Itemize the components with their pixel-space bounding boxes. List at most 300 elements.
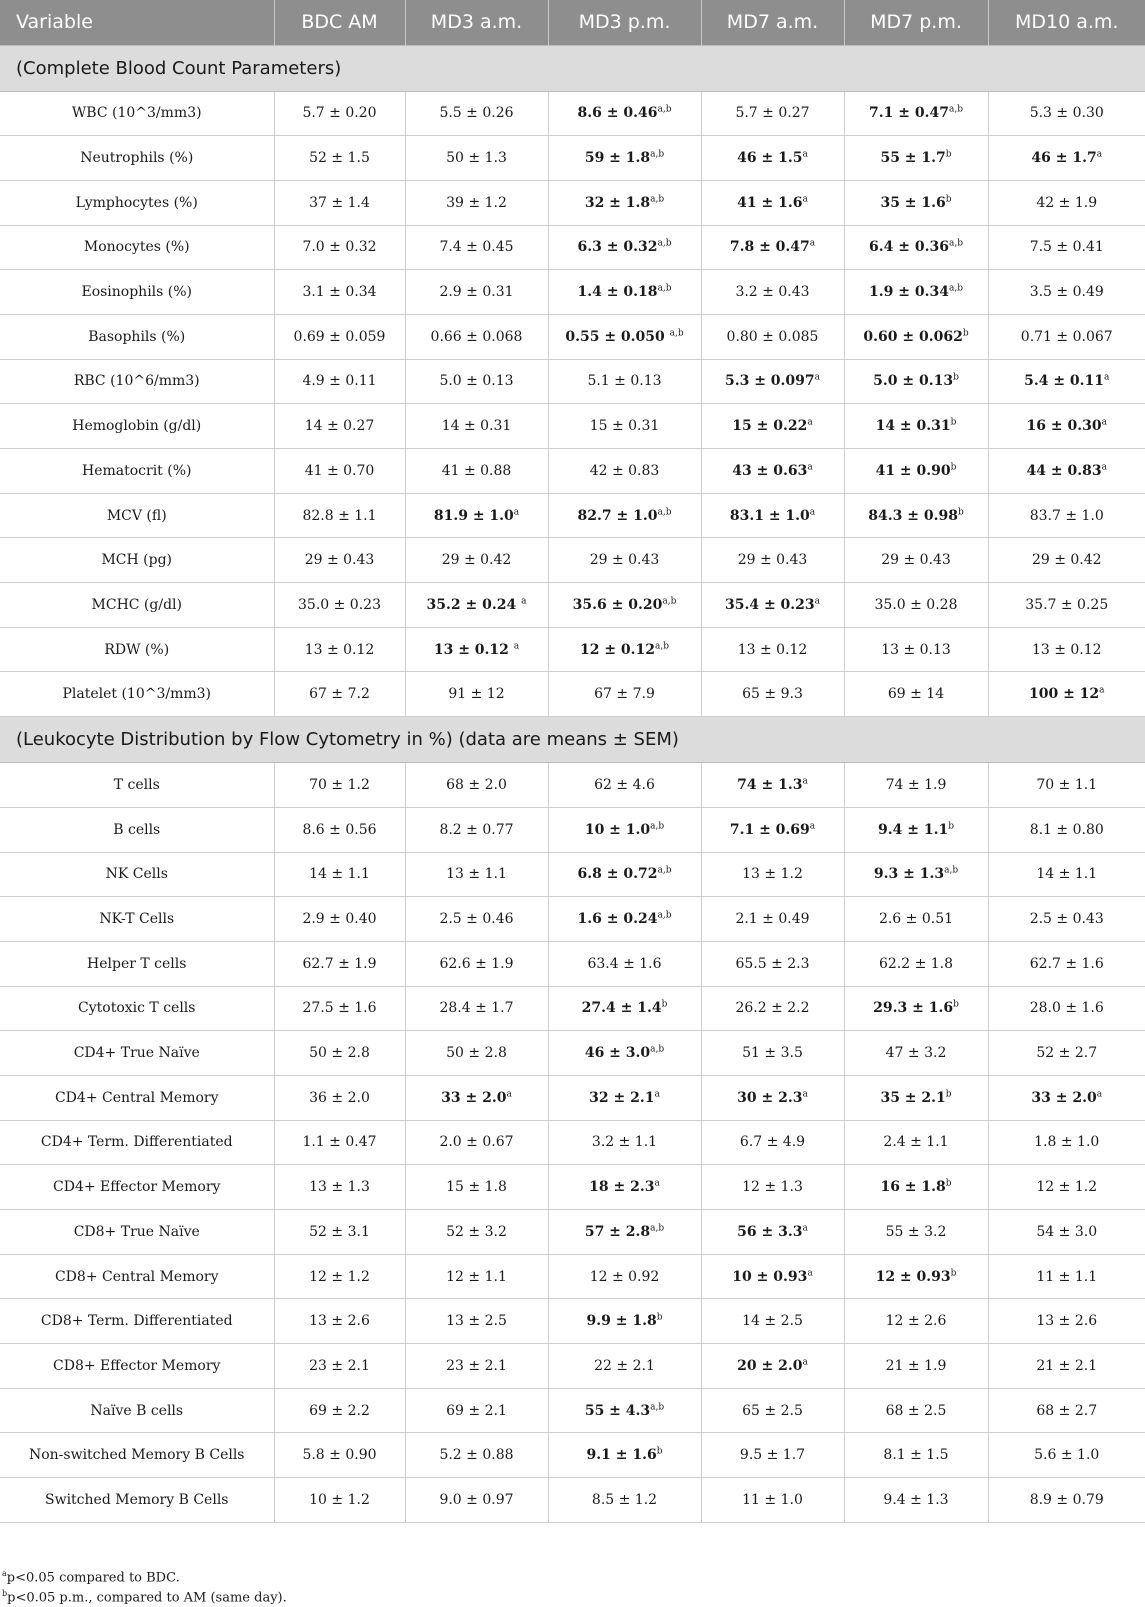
variable-name-cell: Monocytes (%) [0,225,274,270]
value-cell [701,538,844,583]
value-text: 69 ± 14 [887,686,945,703]
value-text: 50 ± 2.8 [309,1045,370,1062]
value-text: 32 ± 2.1 [589,1089,655,1106]
value-text: 27.5 ± 1.6 [302,1000,377,1017]
footnote-text: p<0.05 compared to BDC. [6,1570,180,1586]
value-text: 9.3 ± 1.3 [873,866,945,883]
value-cell [844,1478,988,1523]
value-cell [405,986,548,1031]
value-text: 54 ± 3.0 [1036,1223,1098,1240]
variable-name-cell: Helper T cells [0,941,274,986]
value-text: 23 ± 2.1 [309,1357,370,1374]
value-text: 20 ± 2.0 [737,1357,803,1374]
value-cell [844,1120,988,1165]
value-cell [988,763,1145,808]
value-text: 6.4 ± 0.36 [869,239,949,256]
value-cell [548,1433,701,1478]
variable-name-cell: CD4+ Term. Differentiated [0,1120,274,1165]
value-cell [274,807,405,852]
value-text: 41 ± 0.70 [304,462,375,479]
significance-marker: b [656,1446,663,1457]
value-cell [701,404,844,449]
value-cell [548,897,701,942]
section-title: (Complete Blood Count Parameters) [0,45,1145,91]
value-text: 51 ± 3.5 [742,1045,803,1062]
value-cell [548,583,701,628]
value-text: 6.3 ± 0.32 [577,239,658,256]
value-cell [274,493,405,538]
value-text: 13 ± 2.6 [1036,1313,1098,1330]
value-text: 1.8 ± 1.0 [1034,1134,1100,1151]
value-cell [701,449,844,494]
value-cell [405,180,548,225]
value-text: 7.8 ± 0.47 [729,239,810,256]
value-text: 81.9 ± 1.0 [433,507,514,524]
significance-marker: a,b [657,910,672,921]
value-text: 59 ± 1.8 [584,150,651,167]
section-header-row [0,45,1145,91]
variable-name-cell: RBC (10^6/mm3) [0,359,274,404]
value-cell [988,493,1145,538]
value-cell [548,270,701,315]
value-cell [548,672,701,717]
value-cell [988,180,1145,225]
variable-name-cell: MCH (pg) [0,538,274,583]
value-cell [844,897,988,942]
value-cell [844,538,988,583]
table-row [0,404,1145,449]
table-row [0,852,1145,897]
value-cell [988,852,1145,897]
value-cell [405,404,548,449]
value-cell [988,1210,1145,1255]
value-cell [988,1165,1145,1210]
value-cell [274,627,405,672]
value-text: 12 ± 0.93 [875,1268,951,1285]
value-cell [274,941,405,986]
variable-name-cell: MCHC (g/dl) [0,583,274,628]
value-cell [844,986,988,1031]
value-cell [844,180,988,225]
value-text: 15 ± 1.8 [446,1179,507,1196]
value-cell [988,627,1145,672]
value-text: 0.80 ± 0.085 [726,328,819,345]
value-text: 63.4 ± 1.6 [587,955,662,972]
value-cell [988,1478,1145,1523]
value-cell [548,91,701,136]
value-text: 21 ± 2.1 [1036,1357,1098,1374]
value-cell [548,1299,701,1344]
value-text: 3.5 ± 0.49 [1029,284,1104,301]
value-text: 2.5 ± 0.46 [439,911,514,928]
value-text: 7.4 ± 0.45 [439,239,514,256]
value-cell [701,583,844,628]
value-text: 9.4 ± 1.1 [878,821,949,838]
value-cell [988,1031,1145,1076]
value-cell [274,449,405,494]
value-text: 62.6 ± 1.9 [439,955,514,972]
value-text: 29 ± 0.43 [304,552,375,569]
variable-name-cell: WBC (10^3/mm3) [0,91,274,136]
value-cell [274,583,405,628]
value-cell [405,449,548,494]
value-cell [405,1120,548,1165]
table-row [0,1120,1145,1165]
variable-name-cell: CD4+ Effector Memory [0,1165,274,1210]
value-text: 13 ± 0.12 [1031,641,1102,658]
value-text: 29 ± 0.43 [881,552,951,569]
variable-name-cell: Eosinophils (%) [0,270,274,315]
table-row [0,1254,1145,1299]
value-text: 42 ± 1.9 [1036,194,1098,211]
value-text: 35.4 ± 0.23 [724,596,815,613]
value-cell [701,1075,844,1120]
value-cell [274,270,405,315]
value-text: 41 ± 0.90 [875,462,951,479]
value-text: 43 ± 0.63 [732,462,808,479]
variable-name-cell: B cells [0,807,274,852]
variable-name-cell: Neutrophils (%) [0,136,274,181]
value-cell [274,897,405,942]
value-text: 68 ± 2.0 [446,776,507,793]
value-cell [701,627,844,672]
value-cell [988,1433,1145,1478]
value-cell [701,359,844,404]
value-cell [274,1120,405,1165]
value-cell [405,897,548,942]
value-cell [405,493,548,538]
value-text: 55 ± 4.3 [584,1402,651,1419]
value-cell [274,1344,405,1389]
value-text: 1.4 ± 0.18 [577,284,658,301]
significance-marker: a [802,1089,808,1100]
value-cell [844,1433,988,1478]
variable-name-cell: CD4+ Central Memory [0,1075,274,1120]
value-text: 35.0 ± 0.28 [874,596,958,613]
value-cell [988,1344,1145,1389]
value-text: 5.7 ± 0.20 [302,105,377,122]
value-cell [701,763,844,808]
significance-marker: a [809,238,816,249]
value-text: 5.5 ± 0.26 [439,105,514,122]
footnote-a [2,1566,287,1586]
variable-name-cell: T cells [0,763,274,808]
value-text: 2.9 ± 0.31 [439,284,514,301]
value-text: 74 ± 1.9 [885,776,947,793]
value-cell [988,449,1145,494]
significance-marker: a [1101,462,1107,473]
significance-marker: b [945,1178,952,1189]
significance-marker: a,b [948,238,963,249]
value-text: 33 ± 2.0 [1031,1089,1097,1106]
value-text: 2.9 ± 0.40 [302,911,377,928]
significance-marker: a [809,506,816,517]
table-row [0,225,1145,270]
table-row [0,91,1145,136]
value-cell [701,1210,844,1255]
variable-name-cell: Hematocrit (%) [0,449,274,494]
value-cell [274,538,405,583]
value-text: 5.1 ± 0.13 [587,373,662,390]
value-cell [988,404,1145,449]
value-cell [548,1478,701,1523]
value-text: 22 ± 2.1 [594,1357,655,1374]
value-text: 14 ± 0.31 [875,418,951,435]
value-cell [701,941,844,986]
value-cell [844,1210,988,1255]
value-text: 70 ± 1.2 [309,776,370,793]
value-text: 16 ± 0.30 [1026,418,1102,435]
value-text: 12 ± 1.3 [742,1179,803,1196]
value-text: 13 ± 0.13 [881,641,951,658]
value-cell [844,763,988,808]
value-text: 68 ± 2.5 [885,1402,947,1419]
value-text: 69 ± 2.1 [446,1402,507,1419]
significance-marker: a,b [657,865,672,876]
value-text: 8.6 ± 0.46 [577,105,658,122]
value-cell [405,136,548,181]
significance-marker: a [807,417,813,428]
table-row [0,538,1145,583]
value-text: 62.7 ± 1.9 [302,955,377,972]
value-text: 62.2 ± 1.8 [878,955,954,972]
value-text: 8.1 ± 1.5 [883,1447,949,1464]
significance-marker: a [1104,372,1110,383]
significance-marker: b [950,462,957,473]
significance-marker: a [802,194,808,205]
value-text: 46 ± 1.5 [737,150,803,167]
value-cell [405,941,548,986]
footnote-mark: a [2,1569,7,1578]
value-cell [548,136,701,181]
value-text: 29 ± 0.42 [441,552,512,569]
value-cell [274,136,405,181]
significance-marker: b [953,999,959,1010]
value-text: 13 ± 0.12 [737,641,808,658]
variable-name-cell: RDW (%) [0,627,274,672]
value-text: 35.7 ± 0.25 [1025,596,1109,613]
value-cell [701,986,844,1031]
value-cell [274,1075,405,1120]
section-header-row [0,717,1145,763]
value-text: 6.7 ± 4.9 [739,1134,806,1151]
value-cell [405,1433,548,1478]
value-cell [274,180,405,225]
value-cell [548,493,701,538]
value-text: 28.4 ± 1.7 [439,1000,514,1017]
value-cell [701,1031,844,1076]
value-text: 9.5 ± 1.7 [739,1447,806,1464]
value-cell [701,270,844,315]
value-text: 8.1 ± 0.80 [1029,821,1104,838]
significance-marker: a [506,1089,512,1100]
value-text: 0.71 ± 0.067 [1020,328,1113,345]
value-cell [701,1165,844,1210]
value-text: 2.0 ± 0.67 [439,1134,514,1151]
value-cell [988,270,1145,315]
value-text: 13 ± 1.1 [446,866,507,883]
value-cell [405,763,548,808]
table-row [0,583,1145,628]
value-cell [844,1031,988,1076]
variable-name-cell: CD8+ Central Memory [0,1254,274,1299]
significance-marker: a [814,372,821,383]
footnote-text: p<0.05 p.m., compared to AM (same day). [7,1590,287,1606]
significance-marker: a,b [650,194,665,205]
significance-marker: a [513,640,520,651]
table-row [0,1210,1145,1255]
value-cell [701,852,844,897]
table-row [0,941,1145,986]
value-cell [844,807,988,852]
value-cell [405,1299,548,1344]
table-row [0,986,1145,1031]
value-cell [844,1299,988,1344]
value-cell [405,1031,548,1076]
value-cell [405,852,548,897]
value-text: 65.5 ± 2.3 [735,955,810,972]
variable-name-cell: CD8+ Term. Differentiated [0,1299,274,1344]
column-header-md7-pm: MD7 p.m. [844,0,988,45]
value-text: 9.1 ± 1.6 [586,1447,657,1464]
value-text: 9.9 ± 1.8 [586,1313,657,1330]
value-text: 35 ± 1.6 [880,194,946,211]
significance-marker: b [945,149,952,160]
value-text: 52 ± 3.2 [446,1223,507,1240]
value-cell [548,538,701,583]
value-cell [274,1433,405,1478]
value-cell [405,583,548,628]
value-cell [548,627,701,672]
value-cell [844,136,988,181]
value-text: 37 ± 1.4 [309,194,370,211]
value-cell [548,1120,701,1165]
value-cell [274,1388,405,1433]
significance-marker: b [661,999,668,1010]
value-text: 52 ± 3.1 [309,1223,370,1240]
value-text: 13 ± 1.3 [309,1179,370,1196]
value-cell [405,627,548,672]
value-text: 3.2 ± 1.1 [591,1134,658,1151]
value-cell [844,493,988,538]
table-row [0,359,1145,404]
value-text: 14 ± 1.1 [1036,866,1098,883]
significance-marker: a [807,1267,813,1278]
value-cell [405,1075,548,1120]
table-row [0,897,1145,942]
significance-marker: a,b [948,104,963,115]
significance-marker: a [802,149,808,160]
value-text: 7.1 ± 0.47 [869,105,949,122]
value-text: 56 ± 3.3 [737,1223,803,1240]
significance-marker: a [1096,1089,1103,1100]
value-cell [548,404,701,449]
value-cell [405,807,548,852]
table-row [0,1344,1145,1389]
value-cell [548,1031,701,1076]
significance-marker: a,b [650,821,665,831]
value-cell [701,897,844,942]
significance-marker: a [809,821,816,831]
value-cell [988,1120,1145,1165]
variable-name-cell: Switched Memory B Cells [0,1478,274,1523]
significance-marker: b [945,1089,952,1100]
value-text: 5.7 ± 0.27 [735,105,810,122]
value-text: 5.2 ± 0.88 [439,1447,514,1464]
value-text: 10 ± 1.2 [309,1491,370,1508]
value-text: 5.3 ± 0.097 [724,373,815,390]
significance-marker: a,b [650,1044,665,1055]
value-text: 35.0 ± 0.23 [298,596,381,613]
value-cell [274,1254,405,1299]
value-cell [844,1075,988,1120]
value-cell [548,1210,701,1255]
significance-marker: a,b [655,640,670,651]
value-text: 41 ± 1.6 [737,194,803,211]
value-text: 15 ± 0.22 [732,418,808,435]
significance-marker: b [953,372,959,383]
value-cell [548,449,701,494]
significance-marker: a,b [657,238,672,249]
value-text: 29 ± 0.43 [737,552,808,569]
column-header-variable: Variable [0,0,274,45]
significance-marker: a,b [650,1401,665,1412]
value-cell [274,1478,405,1523]
variable-name-cell: NK-T Cells [0,897,274,942]
value-text: 13 ± 2.6 [309,1313,370,1330]
value-cell [701,1299,844,1344]
variable-name-cell: Cytotoxic T cells [0,986,274,1031]
value-text: 2.5 ± 0.43 [1029,911,1104,928]
value-cell [405,1388,548,1433]
table-row [0,1478,1145,1523]
value-text: 5.0 ± 0.13 [439,373,514,390]
variable-name-cell: MCV (fl) [0,493,274,538]
significance-marker: a [654,1089,660,1100]
significance-marker: a [814,596,821,607]
value-cell [988,538,1145,583]
value-cell [274,672,405,717]
section-title: (Leukocyte Distribution by Flow Cytometry in %) (data are means ± SEM) [0,717,1145,763]
value-cell [274,1299,405,1344]
variable-name-cell: Naïve B cells [0,1388,274,1433]
footnotes [2,1566,287,1607]
value-cell [274,1165,405,1210]
value-cell [405,538,548,583]
value-cell [548,1075,701,1120]
value-text: 12 ± 0.92 [589,1268,660,1285]
table-row [0,314,1145,359]
value-text: 33 ± 2.0 [441,1089,507,1106]
value-text: 26.2 ± 2.2 [735,1000,810,1017]
value-text: 14 ± 0.31 [441,418,512,435]
value-text: 7.1 ± 0.69 [729,821,810,838]
value-cell [701,1388,844,1433]
value-text: 74 ± 1.3 [737,776,803,793]
value-text: 32 ± 1.8 [584,194,651,211]
value-cell [548,314,701,359]
value-text: 55 ± 3.2 [885,1223,947,1240]
value-cell [844,852,988,897]
value-text: 12 ± 1.2 [309,1268,370,1285]
value-text: 65 ± 9.3 [742,686,803,703]
value-cell [405,225,548,270]
value-cell [274,404,405,449]
significance-marker: b [957,506,964,517]
value-cell [274,359,405,404]
value-cell [844,359,988,404]
value-cell [405,1344,548,1389]
